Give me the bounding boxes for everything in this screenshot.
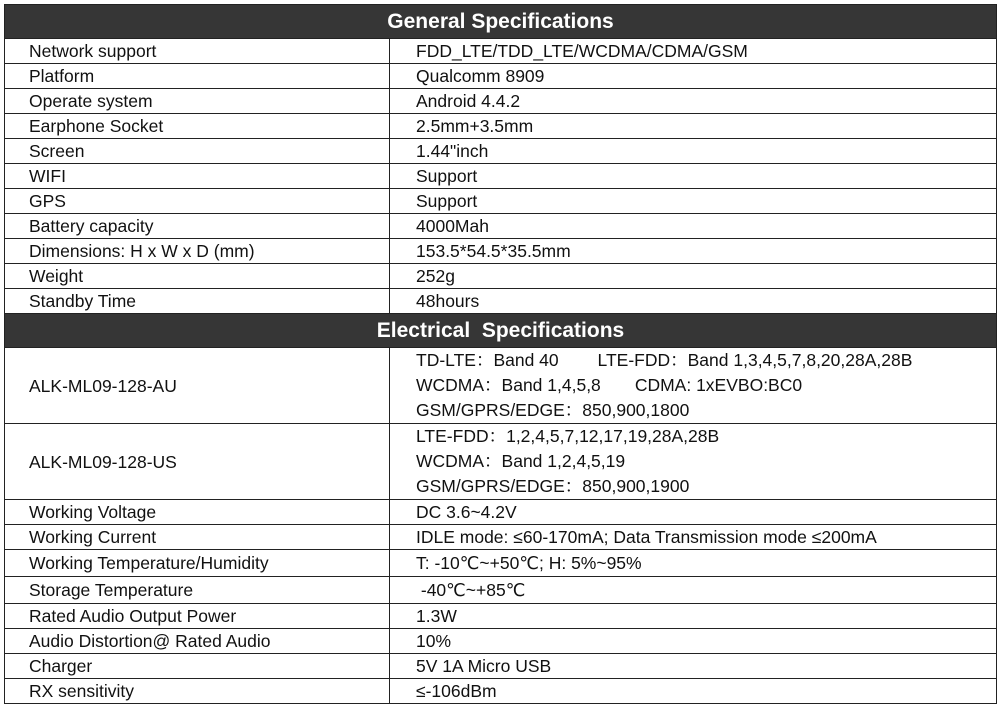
spec-value: DC 3.6~4.2V [390,500,997,525]
spec-label: Screen [5,139,390,164]
table-row [5,525,997,550]
spec-table [4,4,997,704]
spec-value: Android 4.4.2 [390,89,997,114]
band-line: WCDMA：Band 1,4,5,8 CDMA: 1xEVBO:BC0 [416,375,803,395]
spec-label: RX sensitivity [5,679,390,704]
electrical-specifications-header [5,314,997,348]
table-row [5,604,997,629]
spec-sheet [4,4,996,704]
spec-label: Earphone Socket [5,114,390,139]
spec-value: 48hours [390,289,997,314]
spec-value: 10% [390,629,997,654]
spec-value: -40℃~+85℃ [390,577,997,604]
general-specifications-header [5,5,997,39]
table-row [5,139,997,164]
band-line: GSM/GPRS/EDGE：850,900,1900 [416,476,690,496]
table-row [5,64,997,89]
spec-label: Network support [5,39,390,64]
table-row [5,89,997,114]
table-row [5,629,997,654]
band-line: WCDMA：Band 1,2,4,5,19 [416,451,626,471]
spec-label: Operate system [5,89,390,114]
spec-label: Audio Distortion@ Rated Audio [5,629,390,654]
band-line: TD-LTE：Band 40 LTE-FDD：Band 1,3,4,5,7,8,20,28A,28B [416,350,913,370]
spec-label: Storage Temperature [5,577,390,604]
model-row [5,424,997,500]
section-title: General Specifications [387,9,614,33]
spec-value: 1.3W [390,604,997,629]
table-row [5,679,997,704]
spec-value: Support [390,164,997,189]
spec-value: 5V 1A Micro USB [390,654,997,679]
spec-value: 2.5mm+3.5mm [390,114,997,139]
table-row [5,189,997,214]
spec-label: GPS [5,189,390,214]
table-row [5,239,997,264]
model-row [5,348,997,424]
spec-label: Working Temperature/Humidity [5,550,390,577]
model-label: ALK-ML09-128-US [5,424,390,500]
spec-label: Platform [5,64,390,89]
model-bands [390,348,997,424]
table-row [5,289,997,314]
table-row [5,214,997,239]
spec-value: 1.44"inch [390,139,997,164]
section-title: Electrical Specifications [376,318,625,342]
band-line: LTE-FDD：1,2,4,5,7,12,17,19,28A,28B [416,426,720,446]
table-row [5,264,997,289]
spec-label: Rated Audio Output Power [5,604,390,629]
table-row [5,550,997,577]
spec-value: 153.5*54.5*35.5mm [390,239,997,264]
spec-value: IDLE mode: ≤60-170mA; Data Transmission mode ≤200mA [390,525,997,550]
spec-value: Support [390,189,997,214]
table-row [5,500,997,525]
table-row [5,39,997,64]
spec-label: Standby Time [5,289,390,314]
model-bands [390,424,997,500]
table-row [5,114,997,139]
table-row [5,577,997,604]
spec-label: Battery capacity [5,214,390,239]
spec-label: Dimensions: H x W x D (mm) [5,239,390,264]
spec-value: FDD_LTE/TDD_LTE/WCDMA/CDMA/GSM [390,39,997,64]
spec-label: WIFI [5,164,390,189]
table-row [5,654,997,679]
spec-value: 4000Mah [390,214,997,239]
spec-value: ≤-106dBm [390,679,997,704]
spec-value: 252g [390,264,997,289]
spec-label: Working Current [5,525,390,550]
spec-value: T: -10℃~+50℃; H: 5%~95% [390,550,997,577]
band-line: GSM/GPRS/EDGE：850,900,1800 [416,400,690,420]
spec-value: Qualcomm 8909 [390,64,997,89]
spec-label: Weight [5,264,390,289]
spec-label: Working Voltage [5,500,390,525]
spec-label: Charger [5,654,390,679]
model-label: ALK-ML09-128-AU [5,348,390,424]
table-row [5,164,997,189]
